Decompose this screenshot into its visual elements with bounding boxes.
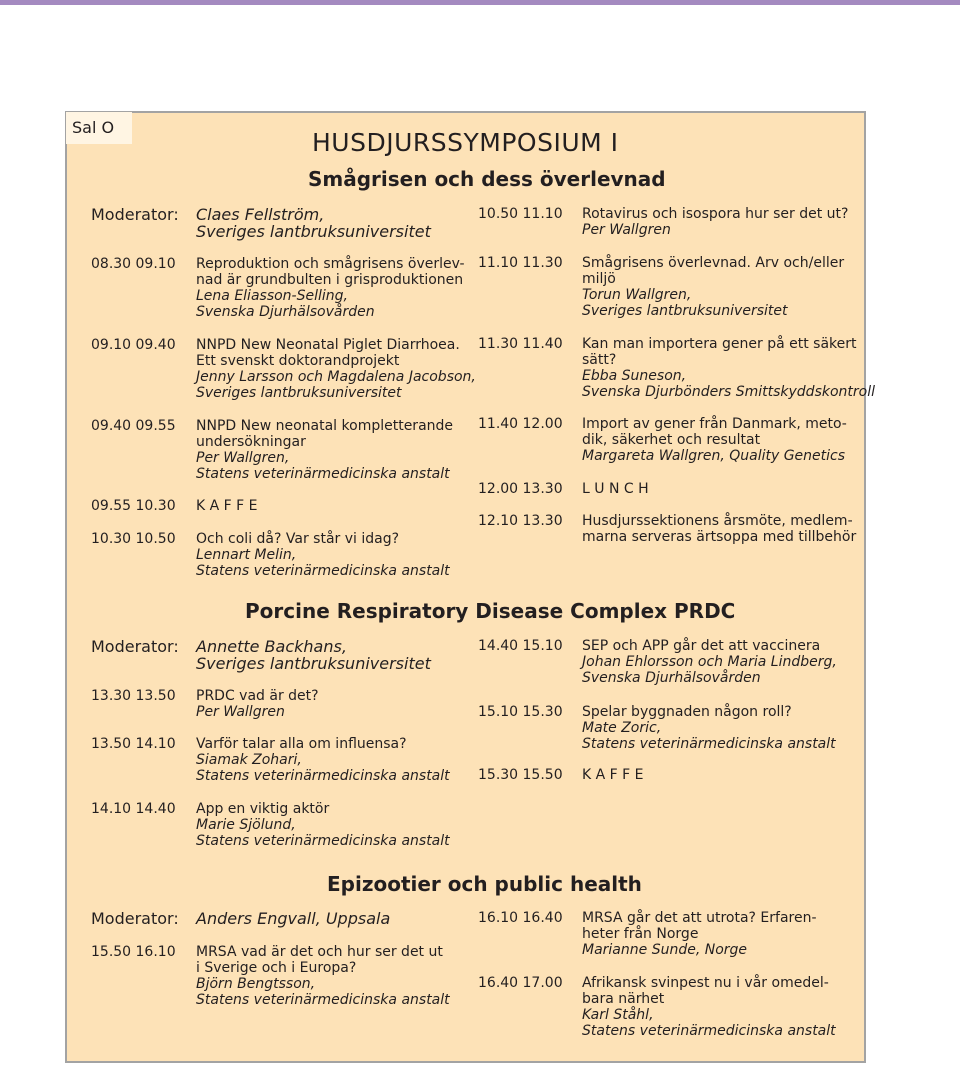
session-title: NNPD New Neonatal Piglet Diarrhoea. xyxy=(196,337,460,353)
session-speaker: Siamak Zohari, xyxy=(196,752,302,768)
session-title: nad är grundbulten i grisproduktionen xyxy=(196,272,464,288)
symposium-title: HUSDJURSSYMPOSIUM I xyxy=(312,128,619,157)
session-speaker: Karl Ståhl, xyxy=(582,1007,654,1023)
session-time: 14.40 15.10 xyxy=(478,638,563,654)
session-title: PRDC vad är det? xyxy=(196,688,319,704)
session-time: 15.50 16.10 xyxy=(91,944,176,960)
session-title: Kan man importera gener på ett säkert xyxy=(582,336,857,352)
moderator-name: Claes Fellström, xyxy=(196,205,325,224)
session-title: Och coli då? Var står vi idag? xyxy=(196,531,400,547)
session-time: 11.10 11.30 xyxy=(478,255,563,271)
session-speaker: Statens veterinärmedicinska anstalt xyxy=(196,563,450,579)
session-time: 14.10 14.40 xyxy=(91,801,176,817)
session-speaker: Lennart Melin, xyxy=(196,547,297,563)
session xyxy=(196,498,258,514)
session xyxy=(196,688,319,720)
session-speaker: Per Wallgren xyxy=(582,222,671,238)
section1-moderator xyxy=(196,206,431,240)
session-title: dik, säkerhet och resultat xyxy=(582,432,761,448)
session-speaker: Per Wallgren xyxy=(196,704,285,720)
session-speaker: Marianne Sunde, Norge xyxy=(582,942,748,958)
session xyxy=(582,336,875,400)
session-title: i Sverige och i Europa? xyxy=(196,960,357,976)
moderator-org: Sveriges lantbruksuniversitet xyxy=(196,654,431,673)
session-speaker: Mate Zoric, xyxy=(582,720,662,736)
session-title: MRSA går det att utrota? Erfaren- xyxy=(582,910,817,926)
session-title: Ett svenskt doktorandprojekt xyxy=(196,353,400,369)
session-title: Spelar byggnaden någon roll? xyxy=(582,704,792,720)
session xyxy=(582,206,848,238)
moderator-name: Anders Engvall, Uppsala xyxy=(196,909,391,928)
session-speaker: Svenska Djurbönders Smittskyddskontroll xyxy=(582,384,875,400)
session-time: 13.50 14.10 xyxy=(91,736,176,752)
session-title: Import av gener från Danmark, meto- xyxy=(582,416,847,432)
section3-moderator-label: Moderator: xyxy=(91,909,179,928)
session xyxy=(582,416,847,464)
session xyxy=(196,736,450,784)
session xyxy=(582,704,836,752)
moderator-org: Sveriges lantbruksuniversitet xyxy=(196,222,431,241)
session-speaker: Lena Eliasson-Selling, xyxy=(196,288,348,304)
session-time: 10.50 11.10 xyxy=(478,206,563,222)
session-speaker: Statens veterinärmedicinska anstalt xyxy=(196,992,450,1008)
session-title: miljö xyxy=(582,271,616,287)
session-speaker: Statens veterinärmedicinska anstalt xyxy=(196,833,450,849)
section2-moderator-label: Moderator: xyxy=(91,637,179,656)
session-speaker: Björn Bengtsson, xyxy=(196,976,316,992)
room-tab: Sal O xyxy=(66,112,132,144)
session-speaker: Statens veterinärmedicinska anstalt xyxy=(196,768,450,784)
session-speaker: Svenska Djurhälsovården xyxy=(582,670,761,686)
top-accent-bar xyxy=(0,0,960,5)
session-title: Reproduktion och smågrisens överlev- xyxy=(196,256,465,272)
session-time: 09.55 10.30 xyxy=(91,498,176,514)
session-speaker: Marie Sjölund, xyxy=(196,817,296,833)
session-time: 12.10 13.30 xyxy=(478,513,563,529)
session-title: sätt? xyxy=(582,352,617,368)
session-title: Afrikansk svinpest nu i vår omedel- xyxy=(582,975,829,991)
session-time: 09.40 09.55 xyxy=(91,418,176,434)
session xyxy=(582,638,837,686)
session-speaker: Torun Wallgren, xyxy=(582,287,692,303)
session-title: Rotavirus och isospora hur ser det ut? xyxy=(582,206,849,222)
session-title: Varför talar alla om influensa? xyxy=(196,736,407,752)
section1-heading: Smågrisen och dess överlevnad xyxy=(308,167,666,191)
session-title: marna serveras ärtsoppa med tillbehör xyxy=(582,529,857,545)
session-time: 13.30 13.50 xyxy=(91,688,176,704)
session-title: NNPD New neonatal kompletterande xyxy=(196,418,454,434)
session-title: App en viktig aktör xyxy=(196,801,330,817)
session-speaker: Svenska Djurhälsovården xyxy=(196,304,375,320)
session xyxy=(582,255,844,319)
session xyxy=(582,910,817,958)
session-speaker: Sveriges lantbruksuniversitet xyxy=(582,303,788,319)
section2-moderator xyxy=(196,638,431,672)
session xyxy=(582,513,856,545)
session-time: 09.10 09.40 xyxy=(91,337,176,353)
session-speaker: Statens veterinärmedicinska anstalt xyxy=(582,736,836,752)
section3-heading: Epizootier och public health xyxy=(327,872,642,896)
session-speaker: Per Wallgren, xyxy=(196,450,290,466)
session-title: MRSA vad är det och hur ser det ut xyxy=(196,944,443,960)
section2-heading: Porcine Respiratory Disease Complex PRDC xyxy=(245,599,736,623)
lunch-label: L U N C H xyxy=(582,481,649,497)
session-title: Smågrisens överlevnad. Arv och/eller xyxy=(582,255,845,271)
section3-moderator xyxy=(196,910,390,927)
session xyxy=(196,801,450,849)
session-time: 08.30 09.10 xyxy=(91,256,176,272)
session xyxy=(196,944,450,1008)
break-label: K A F F E xyxy=(582,767,644,783)
session-speaker: Johan Ehlorsson och Maria Lindberg, xyxy=(582,654,837,670)
session-time: 12.00 13.30 xyxy=(478,481,563,497)
session xyxy=(196,418,453,482)
session-title: bara närhet xyxy=(582,991,665,1007)
session-title: undersökningar xyxy=(196,434,306,450)
session-title: Husdjurssektionens årsmöte, medlem- xyxy=(582,513,853,529)
session-title: heter från Norge xyxy=(582,926,699,942)
session-speaker: Jenny Larsson och Magdalena Jacobson, xyxy=(196,369,476,385)
session xyxy=(582,975,836,1039)
session-time: 16.10 16.40 xyxy=(478,910,563,926)
break-label: K A F F E xyxy=(196,498,258,514)
session xyxy=(582,767,644,783)
session-speaker: Statens veterinärmedicinska anstalt xyxy=(196,466,450,482)
session-time: 15.10 15.30 xyxy=(478,704,563,720)
session-time: 15.30 15.50 xyxy=(478,767,563,783)
session xyxy=(196,531,450,579)
moderator-name: Annette Backhans, xyxy=(196,637,347,656)
section1-moderator-label: Moderator: xyxy=(91,205,179,224)
session-time: 11.30 11.40 xyxy=(478,336,563,352)
session-speaker: Sveriges lantbruksuniversitet xyxy=(196,385,402,401)
session xyxy=(582,481,649,497)
session-title: SEP och APP går det att vaccinera xyxy=(582,638,821,654)
session-time: 11.40 12.00 xyxy=(478,416,563,432)
session-speaker: Statens veterinärmedicinska anstalt xyxy=(582,1023,836,1039)
session xyxy=(196,256,465,320)
session-speaker: Ebba Suneson, xyxy=(582,368,687,384)
session-time: 10.30 10.50 xyxy=(91,531,176,547)
session xyxy=(196,337,476,401)
session-speaker: Margareta Wallgren, Quality Genetics xyxy=(582,448,846,464)
session-time: 16.40 17.00 xyxy=(478,975,563,991)
